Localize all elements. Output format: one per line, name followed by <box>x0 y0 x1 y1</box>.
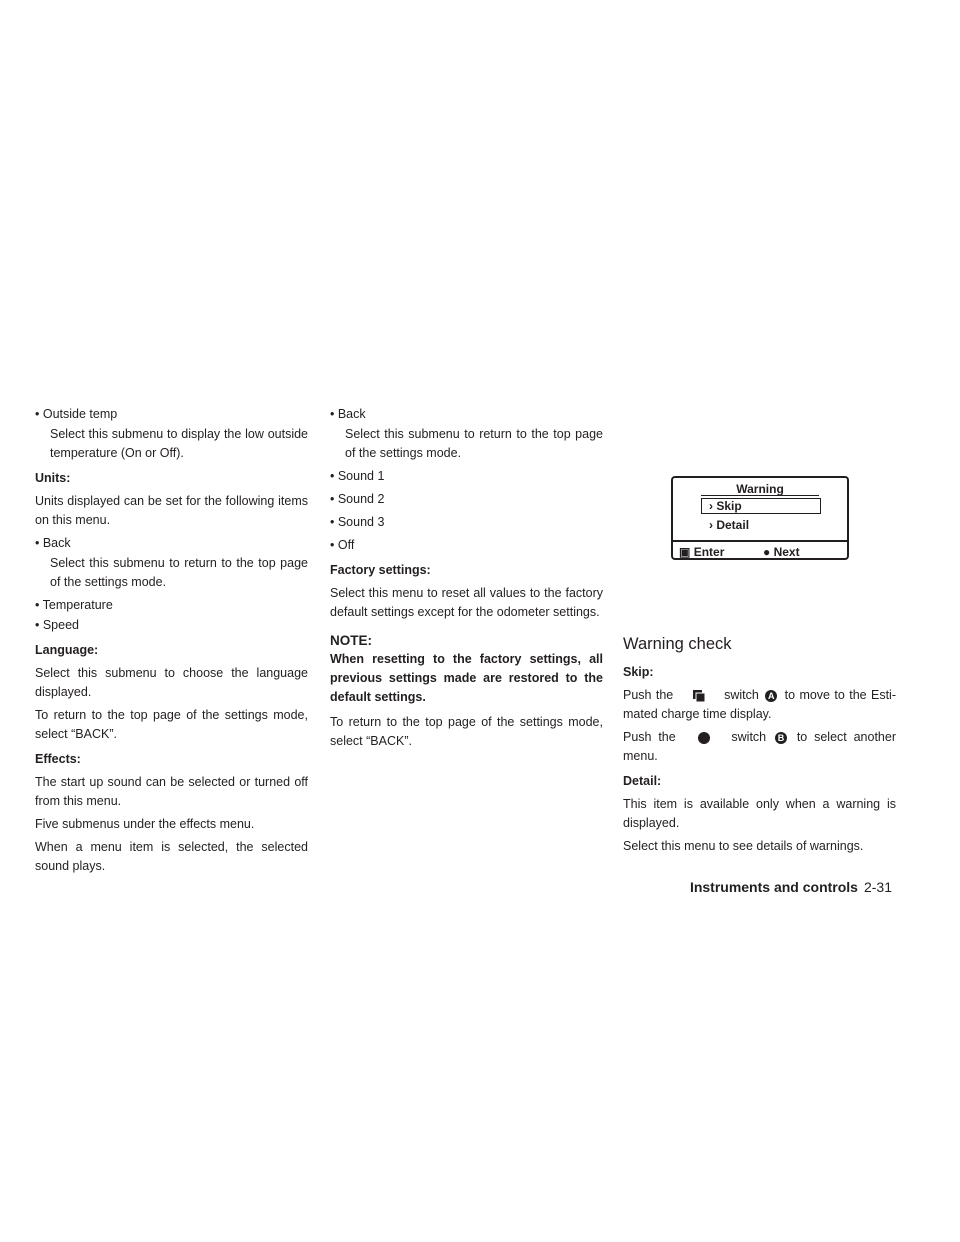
meter-divider <box>673 540 847 542</box>
meter-item-label: Detail <box>716 518 750 532</box>
heading-units: Units: <box>35 471 71 485</box>
enter-switch-icon <box>678 686 720 705</box>
paragraph-detail-2: Select this menu to see details of warnings. <box>623 839 864 853</box>
heading-effects: Effects: <box>35 752 81 766</box>
paragraph-language-2: To return to the top page of the settings mode, select “BACK”. <box>35 708 308 741</box>
text-segment: to move to the Esti-mated charge time display. <box>623 688 896 721</box>
column-right <box>623 635 896 860</box>
meter-title: Warning <box>736 482 784 496</box>
text-segment: to select another menu. <box>623 730 896 763</box>
list-item-sound-2: • Sound 2 <box>330 492 385 506</box>
meter-enter <box>679 543 724 562</box>
callout-letter-a: A <box>765 690 777 702</box>
next-switch-icon: ● <box>763 545 771 559</box>
meter-enter-label: Enter <box>693 545 725 559</box>
paragraph-return: To return to the top page of the settings mode, select “BACK”. <box>330 715 603 748</box>
meter-item-detail <box>709 516 749 535</box>
list-item-description: Select this submenu to display the low outside temperature (On or Off). <box>50 427 308 460</box>
list-item-back: • Back <box>330 407 366 421</box>
note-title: NOTE: <box>330 633 372 648</box>
list-item-sound-1: • Sound 1 <box>330 469 385 483</box>
page-footer <box>680 878 892 897</box>
list-item-description: Select this submenu to return to the top page of the settings mode. <box>345 427 603 460</box>
heading-skip: Skip: <box>623 665 654 679</box>
list-item-sound-3: • Sound 3 <box>330 515 385 529</box>
heading-language: Language: <box>35 643 99 657</box>
list-item-description: Select this submenu to return to the top page of the settings mode. <box>50 556 308 589</box>
paragraph-skip-2 <box>623 728 896 766</box>
meter-item-skip <box>709 497 742 516</box>
text-segment: Push the <box>623 688 674 702</box>
paragraph-effects-1: The start up sound can be selected or turned off from this menu. <box>35 775 308 808</box>
paragraph-effects-2: Five submenus under the effects menu. <box>35 817 255 831</box>
text-segment: switch <box>724 688 759 702</box>
note-body: When resetting to the factory settings, all previous settings made are restored to the default settings. <box>330 652 603 704</box>
paragraph-language-1: Select this submenu to choose the language displayed. <box>35 666 308 699</box>
paragraph-factory-settings: Select this menu to reset all values to the factory default settings except for the odometer settings. <box>330 586 603 619</box>
text-segment: Push the <box>623 730 676 744</box>
chevron-right-icon: › <box>709 518 713 532</box>
heading-detail: Detail: <box>623 774 662 788</box>
page-number: 2-31 <box>863 879 892 895</box>
meter-title-underline <box>701 495 819 496</box>
text-segment: switch <box>731 730 767 744</box>
column-middle <box>330 405 603 755</box>
footer-section-title: Instruments and controls <box>689 879 858 895</box>
list-item-outside-temp: • Outside temp <box>35 407 118 421</box>
list-item-off: • Off <box>330 538 355 552</box>
paragraph-detail-1: This item is available only when a warning is displayed. <box>623 797 896 830</box>
list-item-back: • Back <box>35 536 71 550</box>
section-title: Warning check <box>623 635 732 653</box>
list-item-speed: • Speed <box>35 618 79 632</box>
meter-next <box>763 543 800 562</box>
next-switch-icon <box>683 728 725 747</box>
meter-display-figure <box>671 476 849 560</box>
chevron-right-icon: › <box>709 499 713 513</box>
paragraph-skip-1 <box>623 686 896 724</box>
enter-switch-icon: ▣ <box>679 545 691 559</box>
meter-next-label: Next <box>773 545 800 559</box>
paragraph-units: Units displayed can be set for the following items on this menu. <box>35 494 308 527</box>
column-left <box>35 405 308 880</box>
list-item-temperature: • Temperature <box>35 598 113 612</box>
paragraph-effects-3: When a menu item is selected, the selected sound plays. <box>35 840 308 873</box>
meter-item-label: Skip <box>716 499 742 513</box>
callout-letter-b: B <box>775 732 787 744</box>
heading-factory-settings: Factory settings: <box>330 563 431 577</box>
